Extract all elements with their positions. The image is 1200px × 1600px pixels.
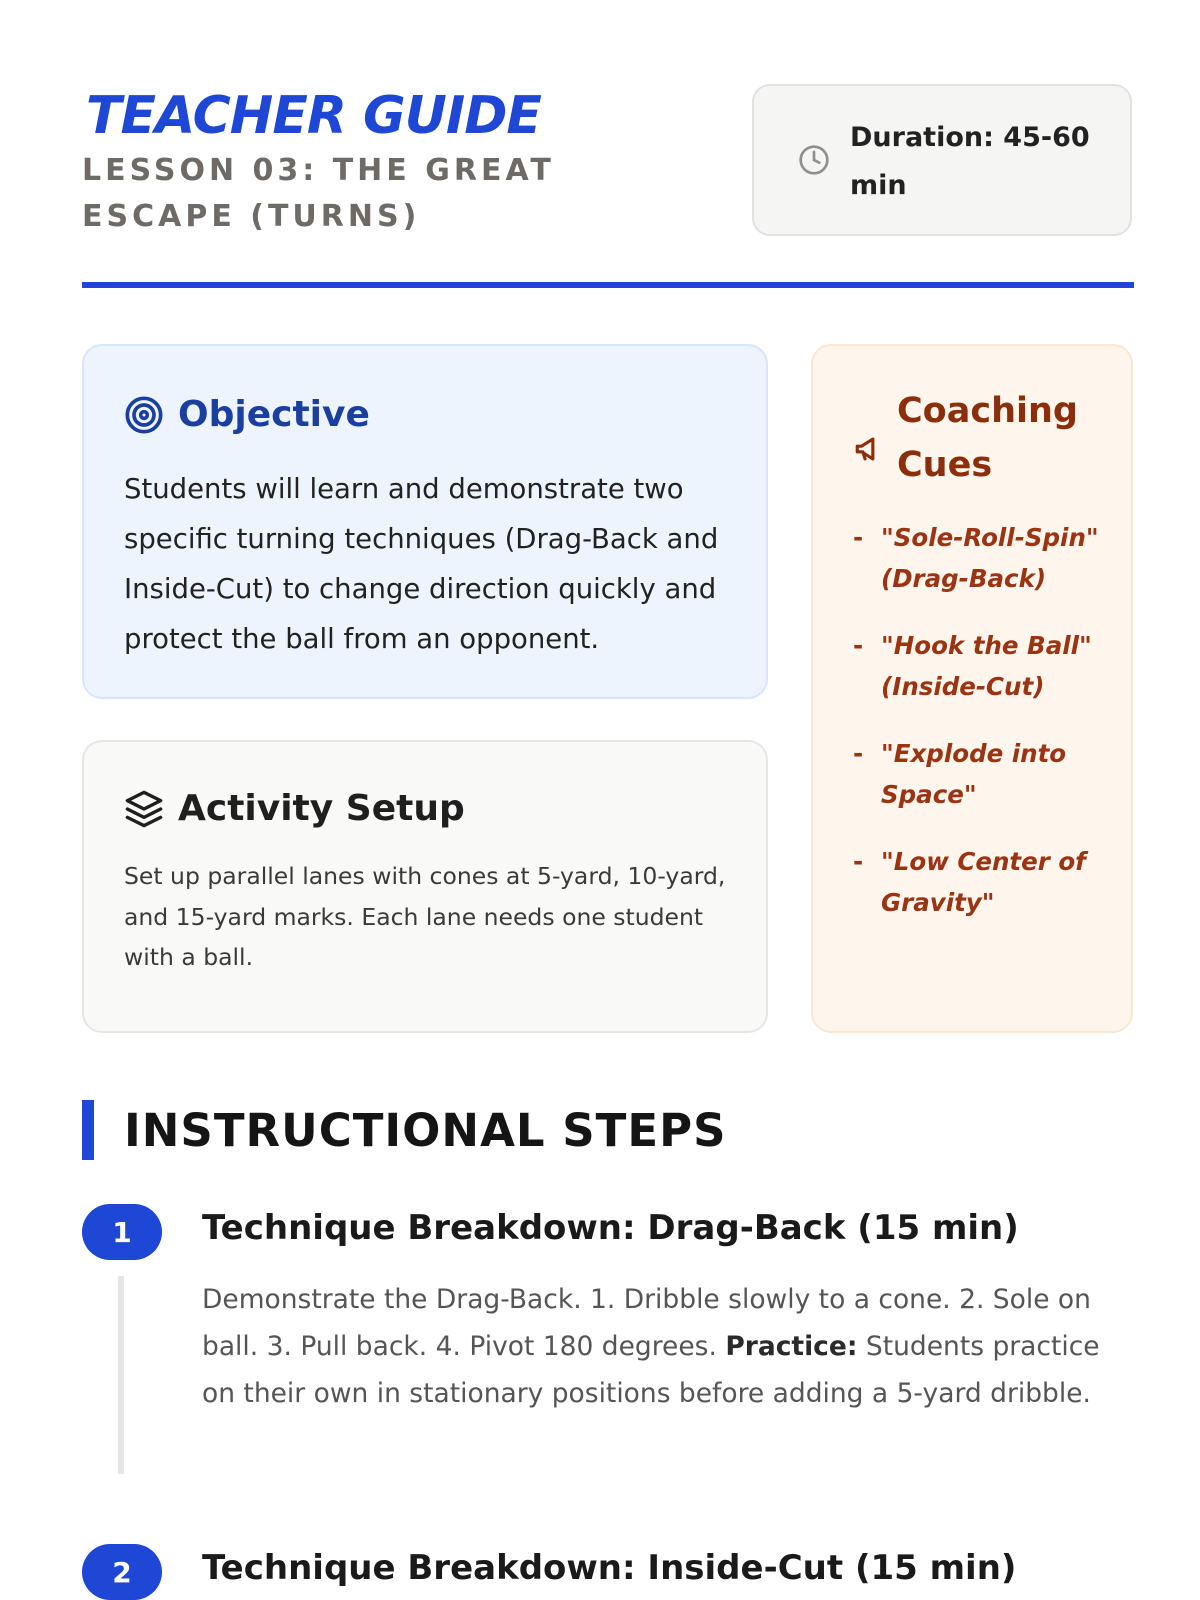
cue-text: "Low Center of Gravity" — [881, 847, 1086, 917]
step-title: Technique Breakdown: Drag-Back (15 min) — [202, 1208, 1019, 1248]
dash-bullet: - — [853, 631, 864, 660]
step-emphasis: Practice: — [725, 1331, 858, 1362]
header — [82, 80, 1134, 290]
coaching-cues-title: Coaching Cues — [897, 391, 1078, 485]
step-number-badge: 1 — [82, 1204, 162, 1260]
activity-setup-card — [82, 740, 768, 1033]
cue-text: "Explode into Space" — [881, 739, 1067, 809]
step-number-badge: 2 — [82, 1544, 162, 1600]
clock-icon — [798, 144, 830, 176]
dash-bullet: - — [853, 739, 864, 768]
dash-bullet: - — [853, 523, 864, 552]
objective-text: Students will learn and demonstrate two specific turning techniques (Drag-Back and Inside-Cut) to change direction quickly and protect the ball from an opponent. — [124, 473, 719, 655]
step-text: Demonstrate the Drag-Back. 1. Dribble slowly to a cone. 2. Sole on ball. 3. Pull back. 4. Pivot 180 degrees. — [202, 1284, 1091, 1362]
duration-badge — [752, 84, 1132, 236]
step-item — [82, 1204, 1134, 1494]
step-text: Students practice on their own in stationary positions before adding a 5-yard dribble. — [202, 1331, 1100, 1409]
duration-text: Duration: 45-60 min — [850, 122, 1090, 201]
activity-setup-title: Activity Setup — [178, 788, 465, 829]
dash-bullet: - — [853, 847, 864, 876]
cue-item — [853, 518, 1123, 599]
objective-title: Objective — [178, 394, 370, 435]
step-title: Technique Breakdown: Inside-Cut (15 min) — [202, 1548, 1017, 1588]
megaphone-icon — [853, 432, 887, 466]
instructional-steps-heading — [82, 1100, 726, 1160]
layers-icon — [124, 789, 164, 829]
coaching-cues-list — [853, 518, 1123, 950]
activity-setup-text: Set up parallel lanes with cones at 5-yard, 10-yard, and 15-yard marks. Each lane needs one student with a ball. — [124, 862, 726, 971]
step-item — [82, 1544, 1134, 1600]
step-description — [202, 1276, 1112, 1417]
coaching-cues-card — [811, 344, 1133, 1033]
instructional-steps-title: INSTRUCTIONAL STEPS — [124, 1103, 727, 1157]
heading-accent-bar — [82, 1100, 94, 1160]
cue-item — [853, 626, 1123, 707]
cue-item — [853, 734, 1123, 815]
cue-item — [853, 842, 1123, 923]
target-icon — [124, 395, 164, 435]
objective-card — [82, 344, 768, 699]
activity-setup-heading — [124, 788, 465, 829]
cue-text: "Hook the Ball" (Inside-Cut) — [881, 631, 1092, 701]
lesson-subtitle: LESSON 03: THE GREAT ESCAPE (TURNS) — [82, 153, 555, 234]
header-divider — [82, 282, 1134, 288]
page-title: TEACHER GUIDE — [86, 86, 541, 146]
cue-text: "Sole-Roll-Spin" (Drag-Back) — [881, 523, 1099, 593]
step-timeline-line — [118, 1276, 124, 1474]
objective-heading — [124, 394, 370, 435]
